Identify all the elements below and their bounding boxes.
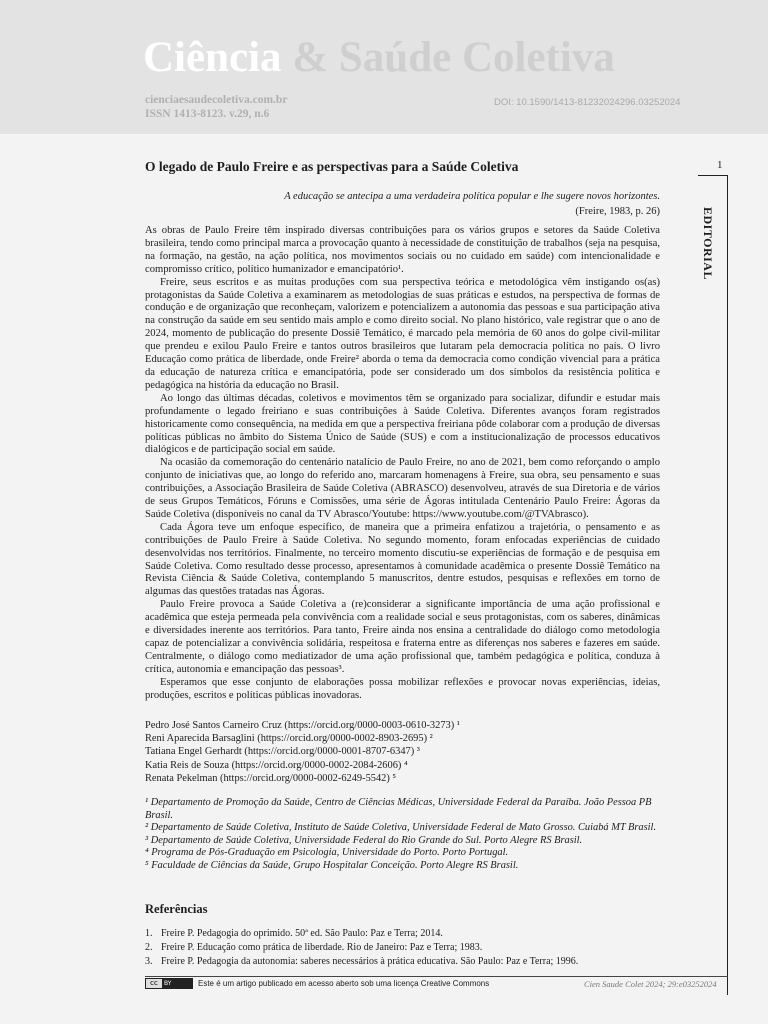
reference-item — [145, 955, 578, 969]
reference-list — [145, 927, 578, 969]
creative-commons-badge[interactable] — [145, 978, 193, 989]
page-number: 1 — [717, 159, 723, 171]
paragraph: Ao longo das últimas décadas, coletivos e movimentos têm se organizado para socializar, difundir e estudar mais profundamente o legado freiriano e suas contribuições à Saúde Coletiva. Diferentes avanços foram registrados historicamente como consequência, na medida em que a perspectiva freiriana pôde colaborar com a produção de diversas políticas públicas no âmbito do Sistema Único de Saúde (SUS) e com a institucionalização de processos educativos dialógicos e de participação social em saúde. — [145, 392, 660, 456]
epigraph-source: (Freire, 1983, p. 26) — [575, 206, 660, 217]
reference-number: 1. — [145, 928, 153, 939]
affiliation-entry: ³ Departamento de Saúde Coletiva, Universidade Federal do Rio Grande do Sul. Porto Alegre RS Brasil. — [145, 834, 583, 846]
reference-text: Freire P. Pedagogia do oprimido. 50ª ed. São Paulo: Paz e Terra; 2014. — [161, 928, 443, 939]
reference-text: Freire P. Educação como prática de liberdade. Rio de Janeiro: Paz e Terra; 1983. — [161, 942, 483, 953]
license-text: Este é um artigo publicado em acesso aberto sob uma licença Creative Commons — [198, 979, 490, 988]
author-list — [145, 719, 460, 785]
article-title: O legado de Paulo Freire e as perspectivas para a Saúde Coletiva — [145, 159, 519, 174]
paragraph: Na ocasião da comemoração do centenário natalício de Paulo Freire, no ano de 2021, bem como reforçando o amplo conjunto de iniciativas que, ao longo do referido ano, marcaram homenagens à Freire, sua obra, seu pensamento e suas contribuições, a Associação Brasileira de Saúde Coletiva (ABRASCO) desenvolveu, através de sua Diretoria e de vários de seus Grupos Temáticos, Fóruns e Comissões, uma série de Ágoras intitulada Centenário Paulo Freire: Ágoras da Saúde Coletiva (disponíveis no canal da TV Abrasco/Youtube: https://www.youtube.com/@TVAbrasco). — [145, 457, 660, 520]
reference-item — [145, 927, 578, 941]
article-citation: Cien Saude Colet 2024; 29:e03252024 — [584, 979, 717, 989]
paragraph: Freire, seus escritos e as muitas produções com sua perspectiva teórica e metodológica vêm instigando os(as) protagonistas da Saúde Coletiva a examinarem as metodologias de suas práticas e estudos, na perspectiva de formas de condução e de organização que reconheçam, valorizem e potencializem a autonomia das pessoas e sua participação ativa na construção da saúde em seu sentido mais amplo e como direito social. No plano histórico, vale registrar que o ano de 2024, momento de publicação do presente Dossiê Temático, é marcado pela memória de 60 anos do golpe civil-militar que prendeu e exilou Paulo Freire e tantos outros brasileiros que lutaram pela democracia política no país. O livro Educação como prática de liberdade, onde Freire² aborda o tema da democracia como condição vivencial para a prática da educação de natureza crítica e emancipatória, pode ser considerado um dos símbolos da resistência política e pedagógica na história da educação no Brasil. — [145, 276, 660, 391]
sidebar-rule-horizontal — [698, 175, 728, 176]
affiliation-entry: ⁵ Faculdade de Ciências da Saúde, Grupo Hospitalar Conceição. Porto Alegre RS Brasil. — [145, 859, 519, 871]
article-doi: DOI: 10.1590/1413-81232024296.03252024 — [494, 97, 681, 108]
author-entry: Katia Reis de Souza (https://orcid.org/0000-0002-2084-2606) ⁴ — [145, 759, 408, 771]
journal-masthead — [143, 36, 615, 79]
journal-site-link[interactable]: cienciaesaudecoletiva.com.br — [145, 94, 288, 106]
author-entry: Renata Pekelman (https://orcid.org/0000-0002-6249-5542) ⁵ — [145, 772, 397, 784]
affiliation-list — [145, 797, 660, 872]
affiliation-entry: ⁴ Programa de Pós-Graduação em Psicologia, Universidade do Porto. Porto Portugal. — [145, 847, 509, 858]
journal-issn: ISSN 1413-8123. v.29, n.6 — [145, 108, 270, 120]
author-entry: Tatiana Engel Gerhardt (https://orcid.org/0000-0001-8707-6347) ³ — [145, 746, 420, 758]
paragraph: As obras de Paulo Freire têm inspirado diversas contribuições para os vários grupos e setores da Saúde Coletiva brasileira, tendo como principal marca a provocação quanto à necessidade de constituição de trabalhos (seja na pesquisa, na formação, na gestão, na ação política, nos movimentos sociais ou no cuidado em saúde) com intencionalidade e compromisso crítico, político humanizador e emancipatório¹. — [145, 225, 660, 275]
masthead-part-2: & Saúde Coletiva — [281, 34, 615, 81]
paragraph: Cada Ágora teve um enfoque específico, de maneira que a primeira enfatizou a trajetória, o pensamento e as contribuições de Paulo Freire à Saúde Coletiva. No segundo momento, foram enfocadas experiências de cuidado desenvolvidas nos territórios. Finalmente, no terceiro momento discutiu-se experiências de formação e de pesquisa em Saúde Coletiva. Como resultado desse processo, apresentamos à comunidade acadêmica o presente Dossiê Temático na Revista Ciência & Saúde Coletiva, contemplando 5 manuscritos, dentre estudos, pesquisas e reflexões em torno de algumas das questões tratadas nas Ágoras. — [145, 521, 660, 598]
section-label: EDITORIAL — [701, 207, 715, 280]
author-entry: Reni Aparecida Barsaglini (https://orcid.org/0000-0002-8903-2695) ² — [145, 733, 433, 745]
affiliation-entry: ¹ Departamento de Promoção da Saúde, Centro de Ciências Médicas, Universidade Federal da Paraíba. João Pessoa PB Brasil. — [145, 797, 652, 821]
references-heading: Referências — [145, 902, 208, 916]
epigraph-quote: A educação se antecipa a uma verdadeira política popular e lhe sugere novos horizontes. — [284, 191, 660, 202]
paragraph: Paulo Freire provoca a Saúde Coletiva a (re)considerar a significante importância de uma ação profissional e acadêmica que esteja permeada pela convivência com a realidade social e seus protagonistas, com os saberes, dinâmicas e diversidades inerente aos territórios. Para tanto, Freire ainda nos ensina a centralidade do diálogo como metodologia capaz de potencializar a convivência solidária, respeitosa e fraterna entre as diferenças nos saberes e fazeres em saúde. Centralmente, o diálogo como mediatizador de uma ação profissional que, também pedagógica e política, conduza à crítica, autonomia e emancipação das pessoas³. — [145, 599, 660, 675]
masthead-part-1: Ciência — [143, 34, 282, 81]
footer-rule — [145, 976, 728, 977]
cc-by-label: BY — [164, 980, 172, 987]
reference-number: 2. — [145, 942, 153, 953]
journal-header — [0, 0, 768, 134]
cc-icon: cc — [146, 979, 162, 988]
sidebar-rule-vertical — [727, 175, 728, 995]
affiliation-entry: ² Departamento de Saúde Coletiva, Instituto de Saúde Coletiva, Universidade Federal de Mato Grosso. Cuiabá MT Brasil. — [145, 822, 657, 833]
paragraph: Esperamos que esse conjunto de elaborações possa mobilizar reflexões e provocar novas experiências, ideias, produções, escritos e políticas públicas inovadoras. — [145, 676, 660, 701]
reference-text: Freire P. Pedagogia da autonomia: saberes necessários à prática educativa. São Paulo: Paz e Terra; 1996. — [161, 956, 579, 967]
reference-item — [145, 941, 578, 955]
reference-number: 3. — [145, 956, 153, 967]
author-entry: Pedro José Santos Carneiro Cruz (https://orcid.org/0000-0003-0610-3273) ¹ — [145, 720, 460, 731]
article-body — [145, 225, 660, 703]
epigraph — [145, 189, 660, 219]
